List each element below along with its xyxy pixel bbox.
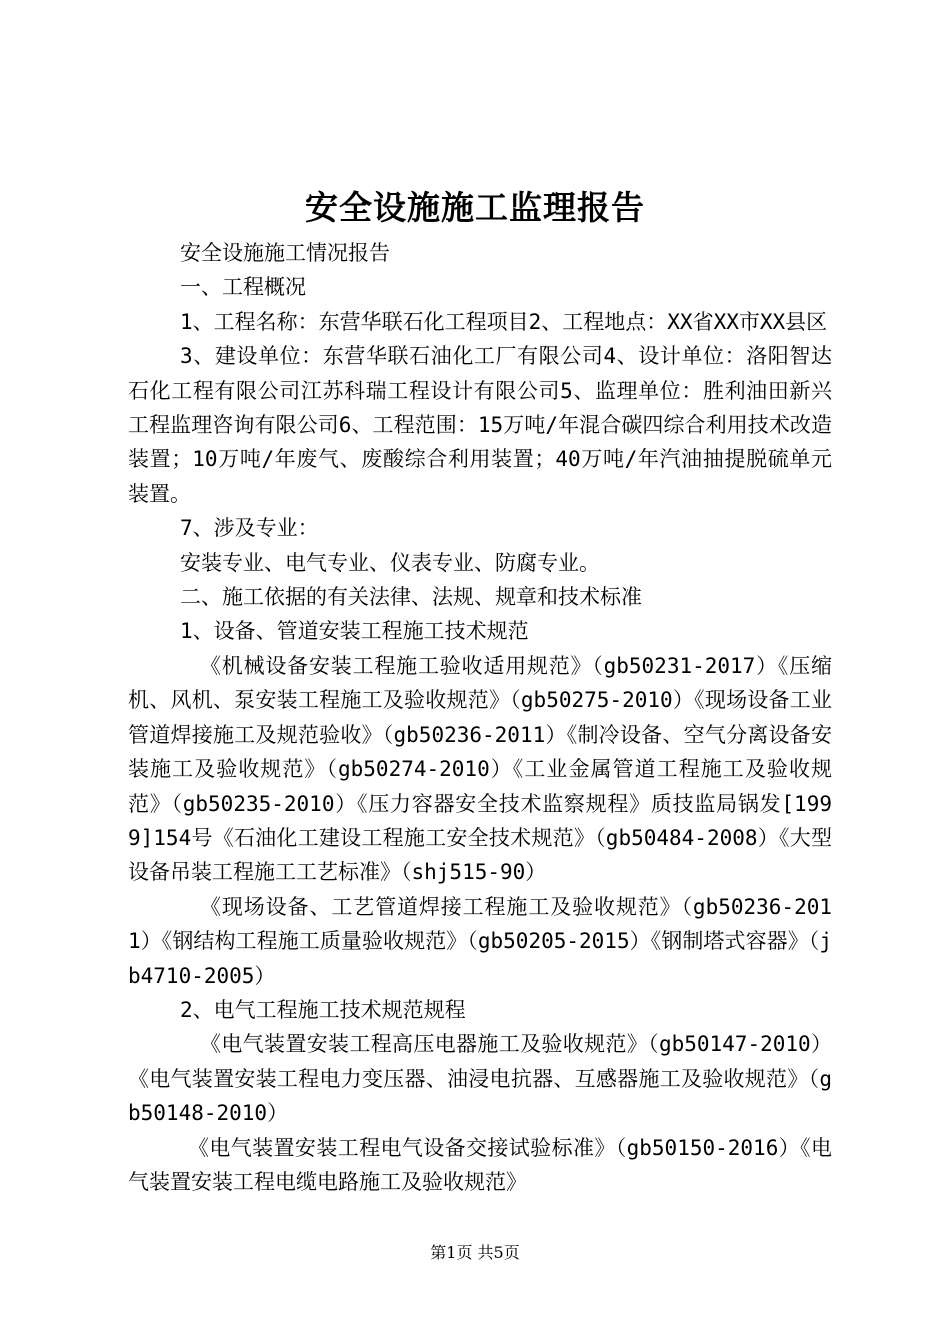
- paragraph-project-name-location: 1、工程名称：东营华联石化工程项目2、工程地点：XX省XX市XX县区: [180, 309, 828, 334]
- paragraph-report-heading: 安全设施施工情况报告: [180, 241, 390, 265]
- subsection-heading-equipment: 1、设备、管道安装工程施工技术规范: [180, 619, 529, 644]
- document-title: 安全设施施工监理报告: [305, 188, 645, 227]
- paragraph-specialties-list: 安装专业、电气专业、仪表专业、防腐专业。: [180, 550, 600, 575]
- paragraph-equipment-standards: 《机械设备安装工程施工验收适用规范》（gb50231-2017）《压缩机、风机、泵安装工程施工及验收规范》（gb50275-2010）《现场设备工业管道焊接施工及规范验收》（gb50236-2011）《制冷设备、空气分离设备安装施工及验收规范》（gb50274-2010）《工业金属管道工程施工及验收规范》（gb50235-2010）《压力容器安全技术监察规程》质技监局锅发[1999]154号《石油化工建设工程施工安全技术规范》（gb50484-2008）《大型设备吊装工程施工工艺标准》（shj515-90）: [128, 653, 832, 885]
- paragraph-electrical-standards: 《电气装置安装工程高压电器施工及验收规范》（gb50147-2010）《电气装置安装工程电力变压器、油浸电抗器、互感器施工及验收规范》（gb50148-2010）: [128, 1032, 832, 1126]
- page-footer: 第1页 共5页: [430, 1243, 520, 1262]
- paragraph-specialties-label: 7、涉及专业：: [180, 516, 319, 541]
- document-body: [128, 236, 832, 1199]
- paragraph-units-and-scope: 3、建设单位：东营华联石油化工厂有限公司4、设计单位：洛阳智达石化工程有限公司江苏科瑞工程设计有限公司5、监理单位：胜利油田新兴工程监理咨询有限公司6、工程范围：15万吨/年混合碳四综合利用技术改造装置；10万吨/年废气、废酸综合利用装置；40万吨/年汽油抽提脱硫单元装置。: [128, 344, 832, 506]
- section-heading-basis: 二、施工依据的有关法律、法规、规章和技术标准: [180, 585, 642, 610]
- section-heading-overview: 一、工程概况: [180, 275, 306, 300]
- subsection-heading-electrical: 2、电气工程施工技术规范规程: [180, 997, 466, 1022]
- paragraph-welding-standards: 《现场设备、工艺管道焊接工程施工及验收规范》（gb50236-2011）《钢结构工程施工质量验收规范》（gb50205-2015）《钢制塔式容器》（jb4710-2005）: [128, 894, 832, 988]
- paragraph-electrical-test-standards: 《电气装置安装工程电气设备交接试验标准》（gb50150-2016）《电气装置安装工程电缆电路施工及验收规范》: [128, 1135, 832, 1194]
